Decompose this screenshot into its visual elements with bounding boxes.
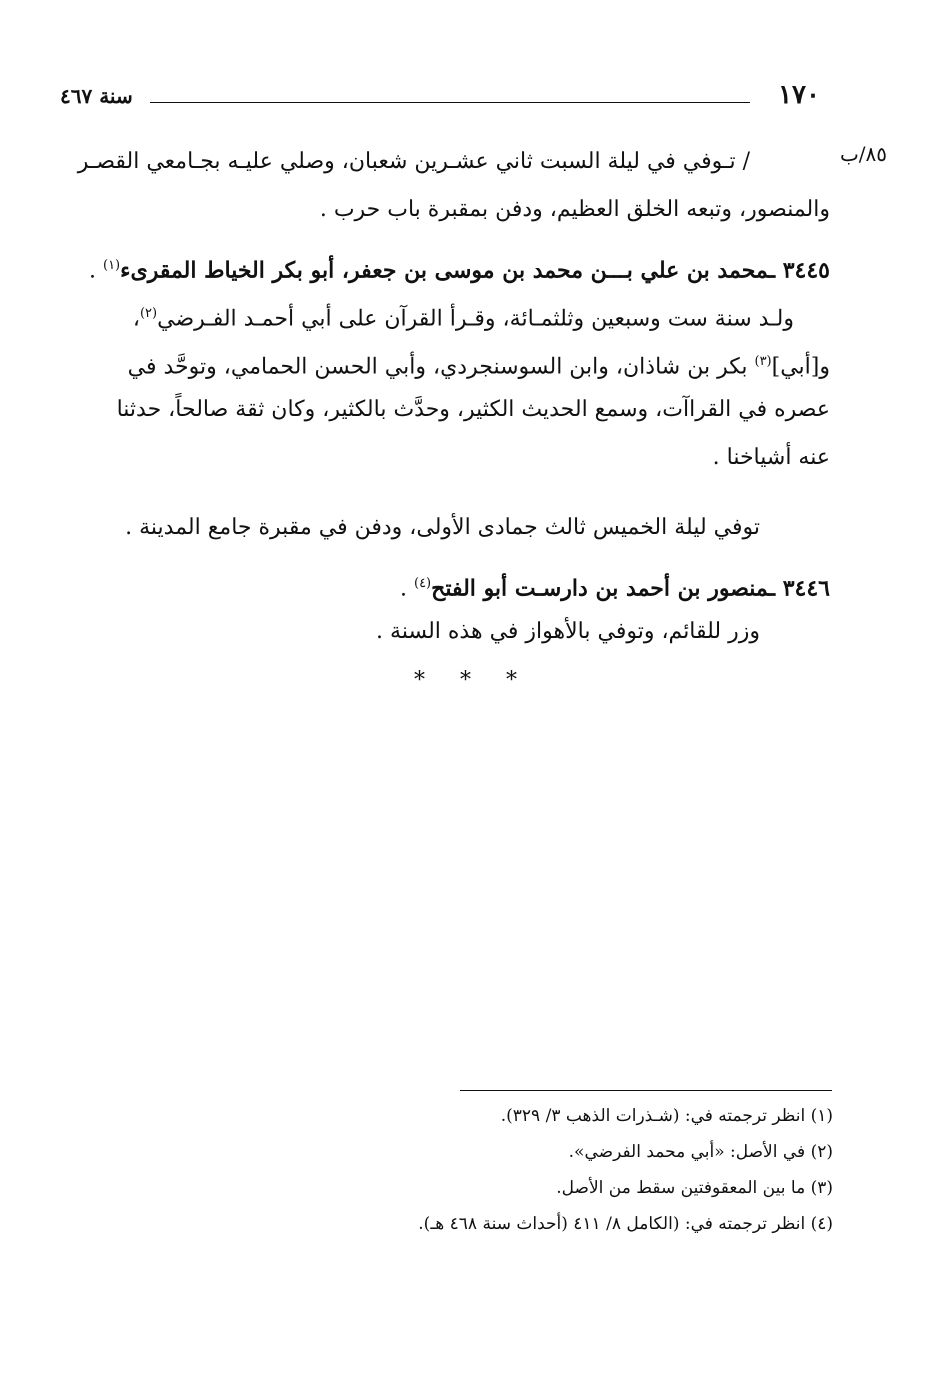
entry-3446-heading: ٣٤٤٦ ـمنصور بن أحمد بن دارسـت أبو الفتح$^{(٤)}$ .: [399, 575, 830, 602]
entry-3445-heading: ٣٤٤٥ ـمحمد بن علي بـــن محمد بن موسى بن جعفر، أبو بكر الخياط المقرىء$^{(١)}$ .: [88, 257, 830, 284]
footnote-4: (٤) انظر ترجمته في: (الكامل ٨/ ٤١١ (أحداث سنة ٤٦٨ هـ).: [418, 1214, 833, 1234]
text-line-7: عنه أشياخنا .: [712, 445, 830, 470]
footnote-ref: (٣): [754, 354, 772, 369]
entry-name: منصور بن أحمد بن دارسـت أبو الفتح: [431, 575, 769, 602]
margin-reference: ٨٥/ب: [839, 142, 887, 166]
footnote-rule: [460, 1090, 832, 1091]
entry-name: محمد بن علي بـــن محمد بن موسى بن جعفر، أبو بكر الخياط المقرىء: [120, 257, 769, 284]
page-number: ١٧٠: [778, 80, 820, 110]
footnote-1: (١) انظر ترجمته في: (شـذرات الذهب ٣/ ٣٢٩).: [500, 1106, 833, 1126]
page-header: [60, 80, 880, 120]
text-line-10: وزر للقائم، وتوفي بالأهواز في هذه السنة .: [376, 619, 760, 644]
footnote-3: (٣) ما بين المعقوفتين سقط من الأصل.: [556, 1178, 833, 1198]
footnote-2: (٢) في الأصل: «أبي محمد الفرضي».: [568, 1142, 833, 1162]
footnote-ref: (١): [102, 258, 121, 273]
footnote-ref: (٢): [139, 306, 158, 321]
text-line-4: ولـد سنة ست وسبعين وثلثمـائة، وقـرأ القرآن على أبي أحمـد الفـرضي$^{(٢)}$،: [132, 306, 794, 332]
section-separator: * * *: [414, 668, 531, 693]
main-text: [70, 138, 830, 656]
footnotes: [300, 1098, 833, 1242]
header-rule: [150, 102, 750, 103]
text-line-5: و[أبي]$^{(٣)}$ بكر بن شاذان، وابن السوسنجردي، وأبي الحسن الحمامي، وتوحَّد في: [127, 354, 830, 380]
text-line-6: عصره في القراآت، وسمع الحديث الكثير، وحدَّث بالكثير، وكان ثقة صالحاً، حدثنا: [116, 397, 830, 422]
footnote-ref: (٤): [413, 576, 432, 591]
entry-number: ٣٤٤٦ ـ: [768, 575, 830, 602]
running-head: سنة ٤٦٧: [60, 84, 133, 108]
text-line-8: توفي ليلة الخميس ثالث جمادى الأولى، ودفن في مقبرة جامع المدينة .: [125, 515, 760, 540]
text-line-1: / تـوفي في ليلة السبت ثاني عشـرين شعبان، وصلي عليـه بجـامعي القصـر: [77, 149, 750, 174]
entry-number: ٣٤٤٥ ـ: [768, 257, 830, 284]
text-line-2: والمنصور، وتبعه الخلق العظيم، ودفن بمقبرة باب حرب .: [319, 197, 830, 222]
